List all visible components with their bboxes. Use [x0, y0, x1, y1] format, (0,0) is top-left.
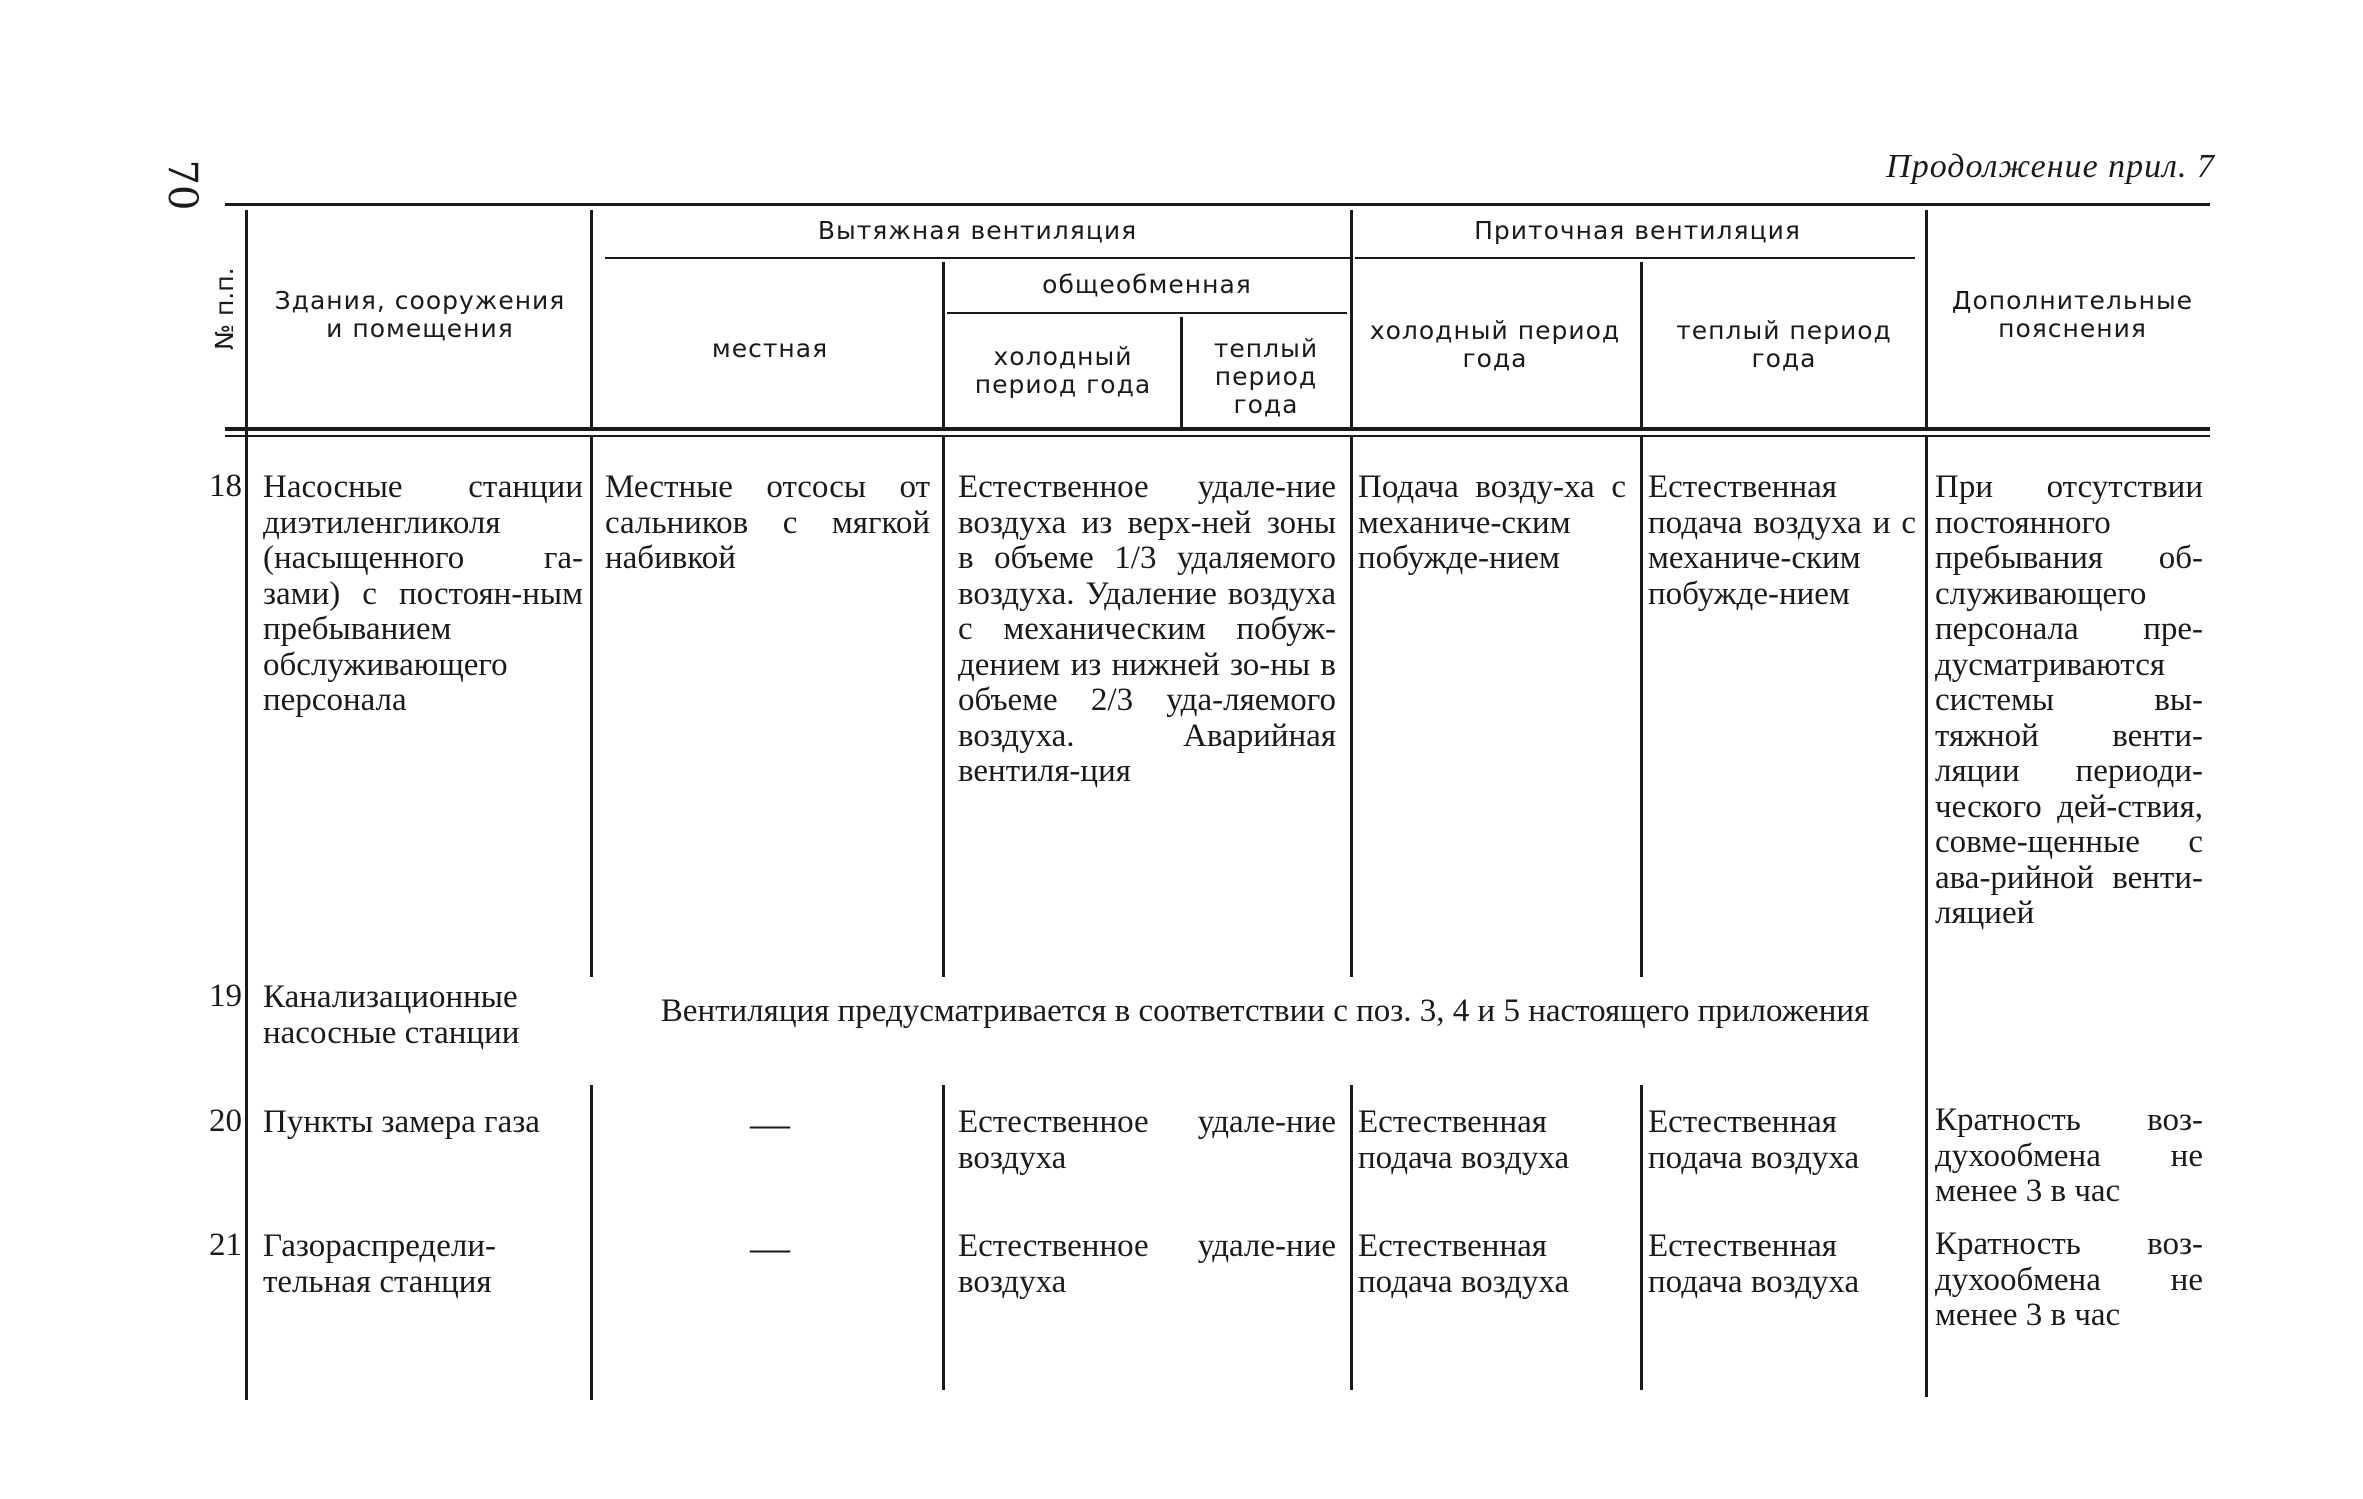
col-divider [1180, 317, 1183, 430]
col-divider [1925, 210, 1928, 430]
col-divider [245, 210, 248, 1400]
col-divider [1350, 210, 1353, 430]
row-local: Местные отсосы от сальников с мягкой набивкой [605, 469, 930, 576]
header-notes: Дополнительные пояснения [1951, 286, 2194, 343]
row-notes: Кратность воз-духообмена не менее 3 в час [1935, 1226, 2203, 1333]
header-supply-warm: теплый период года [1676, 316, 1892, 373]
col-divider [1640, 262, 1643, 430]
col-divider [590, 437, 593, 977]
page-number: 70 [159, 159, 205, 211]
col-divider [1640, 437, 1643, 977]
row-exhaust-cold: Естественное удале-ние воздуха [958, 1104, 1336, 1176]
row-building: Пункты замера газа [263, 1104, 540, 1140]
row-building: Насосные станции диэтиленгликоля (насыщенного га-зами) с постоян-ным пребыванием обслуживающего персонала [263, 469, 583, 718]
header-buildings: Здания, сооружения и помещения [274, 286, 566, 343]
row-number: 20 [209, 1103, 242, 1139]
general-underline [947, 312, 1347, 314]
col-divider [590, 210, 593, 430]
row-supply-cold: Подача возду-ха с механиче-ским побужде-нием [1358, 469, 1626, 576]
row-notes: Кратность воз-духообмена не менее 3 в час [1935, 1102, 2203, 1209]
col-divider [942, 437, 945, 977]
table-top-rule [225, 203, 2210, 206]
row-supply-warm: Естественная подача воздуха [1648, 1104, 1860, 1176]
row-notes: При отсутствии постоянного пребывания об-служивающего персонала пре-дусматриваются системы вы-тяжной венти-ляции периоди-ческого дей-ствия, совме-щенные с ава-рийной венти-ляцией [1935, 469, 2203, 931]
header-exhaust: Вытяжная вентиляция [817, 216, 1138, 245]
row-exhaust-cold: Естественное удале-ние воздуха [958, 1228, 1336, 1300]
col-divider [942, 262, 945, 430]
continuation-label: Продолжение прил. 7 [1886, 148, 2215, 185]
supply-underline [1355, 257, 1915, 259]
row-exhaust-cold: Естественное удале-ние воздуха из верх-ней зоны в объеме 1/3 удаляемого воздуха. Удаление воздуха с механическим побуж-дением из нижней зо-ны в объеме 2/3 уда-ляемого воздуха. Аварийная вентиля-ция [958, 469, 1336, 789]
col-divider [1350, 1085, 1353, 1390]
col-divider [942, 1085, 945, 1390]
header-general: общеобменная [1042, 270, 1252, 299]
col-divider [1350, 437, 1353, 977]
row-local-dash: — [750, 1101, 790, 1146]
col-divider [1925, 437, 1928, 1397]
row-local-dash: — [750, 1225, 790, 1270]
header-cold-period: холодный период года [974, 342, 1152, 399]
row-supply-warm: Естественная подача воздуха [1648, 1228, 1860, 1300]
header-bottom-rule [225, 427, 2210, 431]
exhaust-underline [605, 257, 1350, 259]
header-supply-cold: холодный период года [1369, 316, 1621, 373]
row-number: 18 [209, 468, 242, 504]
row-supply-cold: Естественная подача воздуха [1358, 1104, 1570, 1176]
col-divider [590, 1085, 593, 1400]
col-divider [1640, 1085, 1643, 1390]
row-building: Канализационные насосные станции [263, 979, 520, 1051]
row-number: 21 [209, 1227, 242, 1263]
row-supply-warm: Естественная подача воздуха и с механиче-ским побужде-нием [1648, 469, 1916, 612]
header-no: № п.п. [210, 267, 239, 350]
row-number: 19 [209, 978, 242, 1014]
row-supply-cold: Естественная подача воздуха [1358, 1228, 1570, 1300]
header-local: местная [711, 334, 829, 363]
header-bottom-rule-2 [225, 435, 2210, 437]
header-supply: Приточная вентиляция [1474, 216, 1801, 245]
row-building: Газораспредели-тельная станция [263, 1228, 496, 1300]
header-warm-period: теплый период года [1213, 334, 1319, 419]
row-merged-text: Вентиляция предусматривается в соответствии с поз. 3, 4 и 5 настоящего приложения [660, 993, 1870, 1029]
